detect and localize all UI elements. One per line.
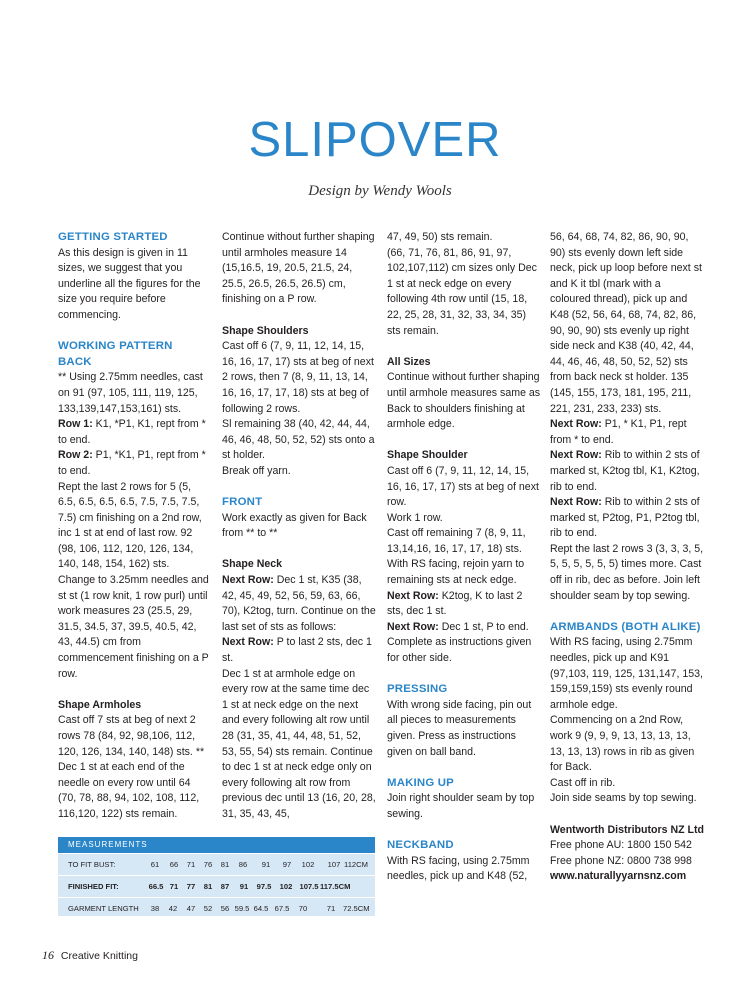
armbands-text: With RS facing, using 2.75mm needles, pick up and K91 (97,103, 119, 125, 131,147, 153, 159,159,159) sts evenly round armhole edge. <box>550 636 703 711</box>
neckband-next-row-2 <box>550 448 704 495</box>
measurements-cell: 102 <box>301 860 315 869</box>
neckband-next-row-2-text: Rib to within 2 sts of marked st, K2tog tbl, K1, K2tog, rib to end. <box>550 449 700 493</box>
complete-text: Complete as instructions given for other side. <box>387 636 532 665</box>
measurements-cell: 64.5 <box>253 904 269 913</box>
measurements-cell: 91 <box>261 860 271 869</box>
measurements-cell: 56 <box>220 904 230 913</box>
column-4 <box>550 230 704 885</box>
measurements-cell: 112CM <box>344 860 368 869</box>
byline: Design by Wendy Wools <box>308 183 452 199</box>
front-text: Work exactly as given for Back from ** to ** <box>222 511 367 540</box>
neckband-cont-text: 56, 64, 68, 74, 82, 86, 90, 90, 90) sts evenly down left side neck, pick up loop before next st and K it tbl (mark with a coloured thread), pick up and K48 (52, 56, 64, 68, 74, 82, 86, 90, 90, 90) sts evenly up right side neck and K38 (40, 42, 44, 44, 46, 46, 48, 50, 52, 52) sts from back neck st holder. 135 (145, 155, 173, 181, 195, 211, 221, 231, 233, 233) sts. <box>550 231 702 415</box>
page-number: 16 <box>42 948 54 962</box>
all-sizes-text: Continue without further shaping until armhole measures same as Back to shoulders finishing at armhole edge. <box>387 371 541 431</box>
measurements-heading: MEASUREMENTS <box>58 837 375 853</box>
measurements-cell: 107.5 <box>299 882 319 891</box>
phone-au: Free phone AU: 1800 150 542 <box>550 839 692 852</box>
next-row-label: Next Row: <box>222 636 274 649</box>
column-1 <box>58 230 210 838</box>
next-row-label: Next Row: <box>387 620 439 633</box>
neckband-rept-text: Rept the last 2 rows 3 (3, 3, 3, 5, 5, 5, 5, 5, 5, 5) times more. Cast off in rib, dec as before. Join left shoulder seam by top sewing. <box>550 542 704 602</box>
next-row-2-text: Dec 1 st, P to end. <box>438 620 529 633</box>
measurements-cell: 47 <box>186 904 196 913</box>
making-up-text: Join right shoulder seam by top sewing. <box>387 792 535 820</box>
shape-shoulders-heading: Shape Shoulders <box>222 324 309 337</box>
next-row-1 <box>387 589 541 620</box>
column-3 <box>387 230 541 885</box>
measurements-table <box>58 837 375 916</box>
front-heading: FRONT <box>222 496 263 509</box>
shape-shoulder-text: Cast off 6 (7, 9, 11, 12, 14, 15, 16, 16, 17, 17) sts at beg of next row. <box>387 464 539 509</box>
cast-off-remaining-text: Cast off remaining 7 (8, 9, 11, 13,14,16, 16, 17, 17, 18) sts. With RS facing, rejoin yarn to remaining sts at neck edge. <box>387 527 526 587</box>
measurements-cell: 67.5 <box>274 904 290 913</box>
making-up-heading: MAKING UP <box>387 776 454 789</box>
measurements-row <box>58 853 375 875</box>
measurements-cell: 81 <box>220 860 230 869</box>
shape-neck-heading: Shape Neck <box>222 558 283 571</box>
row-1-text: K1, *P1, K1, rept from * to end. <box>58 418 206 446</box>
break-off-text: Break off yarn. <box>222 464 291 477</box>
measurements-cell: 107 <box>327 860 341 869</box>
neck-cont-text-2: (66, 71, 76, 81, 86, 91, 97, 102,107,112) cm sizes only Dec 1 st at neck edge on every following 4th row until (15, 18, 22, 25, 28, 31, 32, 33, 34, 35) sts remain. <box>387 246 537 337</box>
neckband-heading: NECKBAND <box>387 839 454 852</box>
row-2-instruction <box>58 448 210 479</box>
measurements-cell: 70 <box>298 904 308 913</box>
back-change-text: Change to 3.25mm needles and st st (1 row knit, 1 row purl) until work measures 23 (25.5, 29, 31.5, 34.5, 37, 39.5, 40.5, 42, 43, 44.5) cm from commencement finishing on a P row. <box>58 574 209 680</box>
measurements-row-label: TO FIT BUST: <box>68 860 116 869</box>
measurements-cell: 66 <box>169 860 179 869</box>
page-title: SLIPOVER <box>248 113 502 167</box>
measurements-cell: 61 <box>150 860 160 869</box>
back-heading: BACK <box>58 355 92 368</box>
neck-next-row-2-text: P to last 2 sts, dec 1 st. <box>222 636 372 665</box>
continue-armholes-text: Continue without further shaping until armholes measure 14 (15,16.5, 19, 20.5, 21.5, 24, 25.5, 26.5, 26.5, 26.5) cm, finishing on a P row. <box>222 231 375 306</box>
neck-next-row <box>222 573 376 635</box>
measurements-cell: 97 <box>282 860 292 869</box>
measurements-row <box>58 875 375 897</box>
neck-cont-text: 47, 49, 50) sts remain. <box>387 231 493 243</box>
measurements-row <box>58 897 375 916</box>
armbands-join: Join side seams by top sewing. <box>550 792 697 805</box>
distributor-name: Wentworth Distributors NZ Ltd <box>550 823 704 836</box>
pressing-heading: PRESSING <box>387 683 448 696</box>
measurements-cell: 77 <box>186 882 196 891</box>
measurements-cell: 42 <box>168 904 178 913</box>
getting-started-text: As this design is given in 11 sizes, we suggest that you underline all the figures for the size you require before commencing. <box>58 246 201 321</box>
measurements-row-label: GARMENT LENGTH <box>68 904 139 913</box>
sl-remaining-text: Sl remaining 38 (40, 42, 44, 44, 46, 46, 48, 50, 52, 52) sts onto a st holder. <box>222 418 375 462</box>
measurements-cell: 38 <box>150 904 160 913</box>
work-1-row: Work 1 row. <box>387 511 443 524</box>
measurements-cell: 72.5CM <box>343 904 370 913</box>
shape-armholes-text: Cast off 7 sts at beg of next 2 rows 78 (84, 92, 98,106, 112, 120, 126, 134, 140, 148) sts. ** Dec 1 st at each end of the needle on every row until 64 (70, 78, 88, 94, 102, 108, 112, 116,120, 122) sts remain. <box>58 714 205 820</box>
page-footer <box>42 948 138 963</box>
measurements-cell: 76 <box>203 860 213 869</box>
neckband-next-row-1-text: P1, * K1, P1, rept from * to end. <box>550 418 687 446</box>
next-row-label: Next Row: <box>550 418 602 431</box>
neck-dec-text: Dec 1 st at armhole edge on every row at the same time dec 1 st at neck edge on the next and every following alt row until 28 (31, 35, 41, 44, 48, 51, 52, 53, 55, 54) sts remain. Continue to dec 1 st at neck edge only on every following alt row from previous dec until 13 (16, 20, 28, 31, 35, 43, 45, <box>222 667 376 820</box>
row-2-label: Row 2: <box>58 449 93 462</box>
next-row-2 <box>387 620 541 636</box>
row-2-text: P1, *K1, P1, rept from * to end. <box>58 449 206 477</box>
next-row-1-text: K2tog, K to last 2 sts, dec 1 st. <box>387 589 523 618</box>
neckband-next-row-3-text: Rib to within 2 sts of marked st, P2tog, P1, P2tog tbl, rib to end. <box>550 496 700 540</box>
measurements-cell: 87 <box>220 882 230 891</box>
shape-armholes-heading: Shape Armholes <box>58 698 142 711</box>
next-row-label: Next Row: <box>550 496 602 509</box>
measurements-cell: 66.5 <box>148 882 164 891</box>
row-1-label: Row 1: <box>58 418 93 431</box>
magazine-name: Creative Knitting <box>60 950 138 962</box>
neckband-next-row-3 <box>550 495 704 542</box>
all-sizes-heading: All Sizes <box>387 355 431 368</box>
measurements-cell: 117.5CM <box>320 882 351 891</box>
working-pattern-heading: WORKING PATTERN <box>58 340 173 353</box>
next-row-label: Next Row: <box>222 574 274 587</box>
measurements-cell: 71 <box>326 904 336 913</box>
next-row-label: Next Row: <box>387 589 439 602</box>
next-row-label: Next Row: <box>550 449 602 462</box>
neckband-text: With RS facing, using 2.75mm needles, pick up and K48 (52, <box>387 854 530 883</box>
neck-next-row-2 <box>222 635 376 666</box>
measurements-cell: 52 <box>203 904 213 913</box>
measurements-cell: 86 <box>238 860 248 869</box>
shape-shoulders-text: Cast off 6 (7, 9, 11, 12, 14, 15, 16, 16, 17, 17) sts at beg of next 2 rows, then 7 (8, 9, 11, 13, 14, 16, 16, 17, 17, 18) sts at beg of following 2 rows. <box>222 340 374 415</box>
back-rept-text: Rept the last 2 rows for 5 (5, 6.5, 6.5, 6.5, 6.5, 7.5, 7.5, 7.5, 7.5) cm finishing on a 2nd row, inc 1 st at end of last row. 92 (98, 106, 112, 120, 126, 134, 140, 148, 154, 162) sts. <box>58 480 202 571</box>
row-1-instruction <box>58 417 210 448</box>
getting-started-heading: GETTING STARTED <box>58 231 168 243</box>
measurements-cell: 102 <box>279 882 293 891</box>
armbands-text-2: Commencing on a 2nd Row, work 9 (9, 9, 9, 13, 13, 13, 13, 13, 13, 13) rows in rib as given for Back. <box>550 714 695 774</box>
armbands-heading: ARMBANDS (BOTH ALIKE) <box>550 620 701 633</box>
armbands-cast-off: Cast off in rib. <box>550 776 616 789</box>
distributor-contacts <box>550 823 704 885</box>
measurements-row-label: FINISHED FIT: <box>68 882 119 891</box>
measurements-cell: 91 <box>239 882 249 891</box>
pressing-text: With wrong side facing, pin out all pieces to measurements given. Press as instructions given on ball band. <box>387 698 532 758</box>
back-cast-on-text: ** Using 2.75mm needles, cast on 91 (97, 105, 111, 119, 125, 133,139,147,153,161) sts. <box>58 371 203 415</box>
phone-nz: Free phone NZ: 0800 738 998 <box>550 854 692 867</box>
measurements-cell: 71 <box>186 860 196 869</box>
shape-shoulder-heading: Shape Shoulder <box>387 449 468 462</box>
neckband-next-row-1 <box>550 417 704 448</box>
measurements-cell: 81 <box>203 882 213 891</box>
neck-next-row-text: Dec 1 st, K35 (38, 42, 45, 49, 52, 56, 59, 63, 66, 70), K2tog, turn. Continue on the last set of sts as follows: <box>222 574 376 633</box>
column-2 <box>222 230 376 823</box>
website-link[interactable]: www.naturallyyarnsnz.com <box>550 870 687 883</box>
measurements-cell: 71 <box>169 882 179 891</box>
measurements-cell: 97.5 <box>256 882 272 891</box>
measurements-cell: 59.5 <box>234 904 250 913</box>
